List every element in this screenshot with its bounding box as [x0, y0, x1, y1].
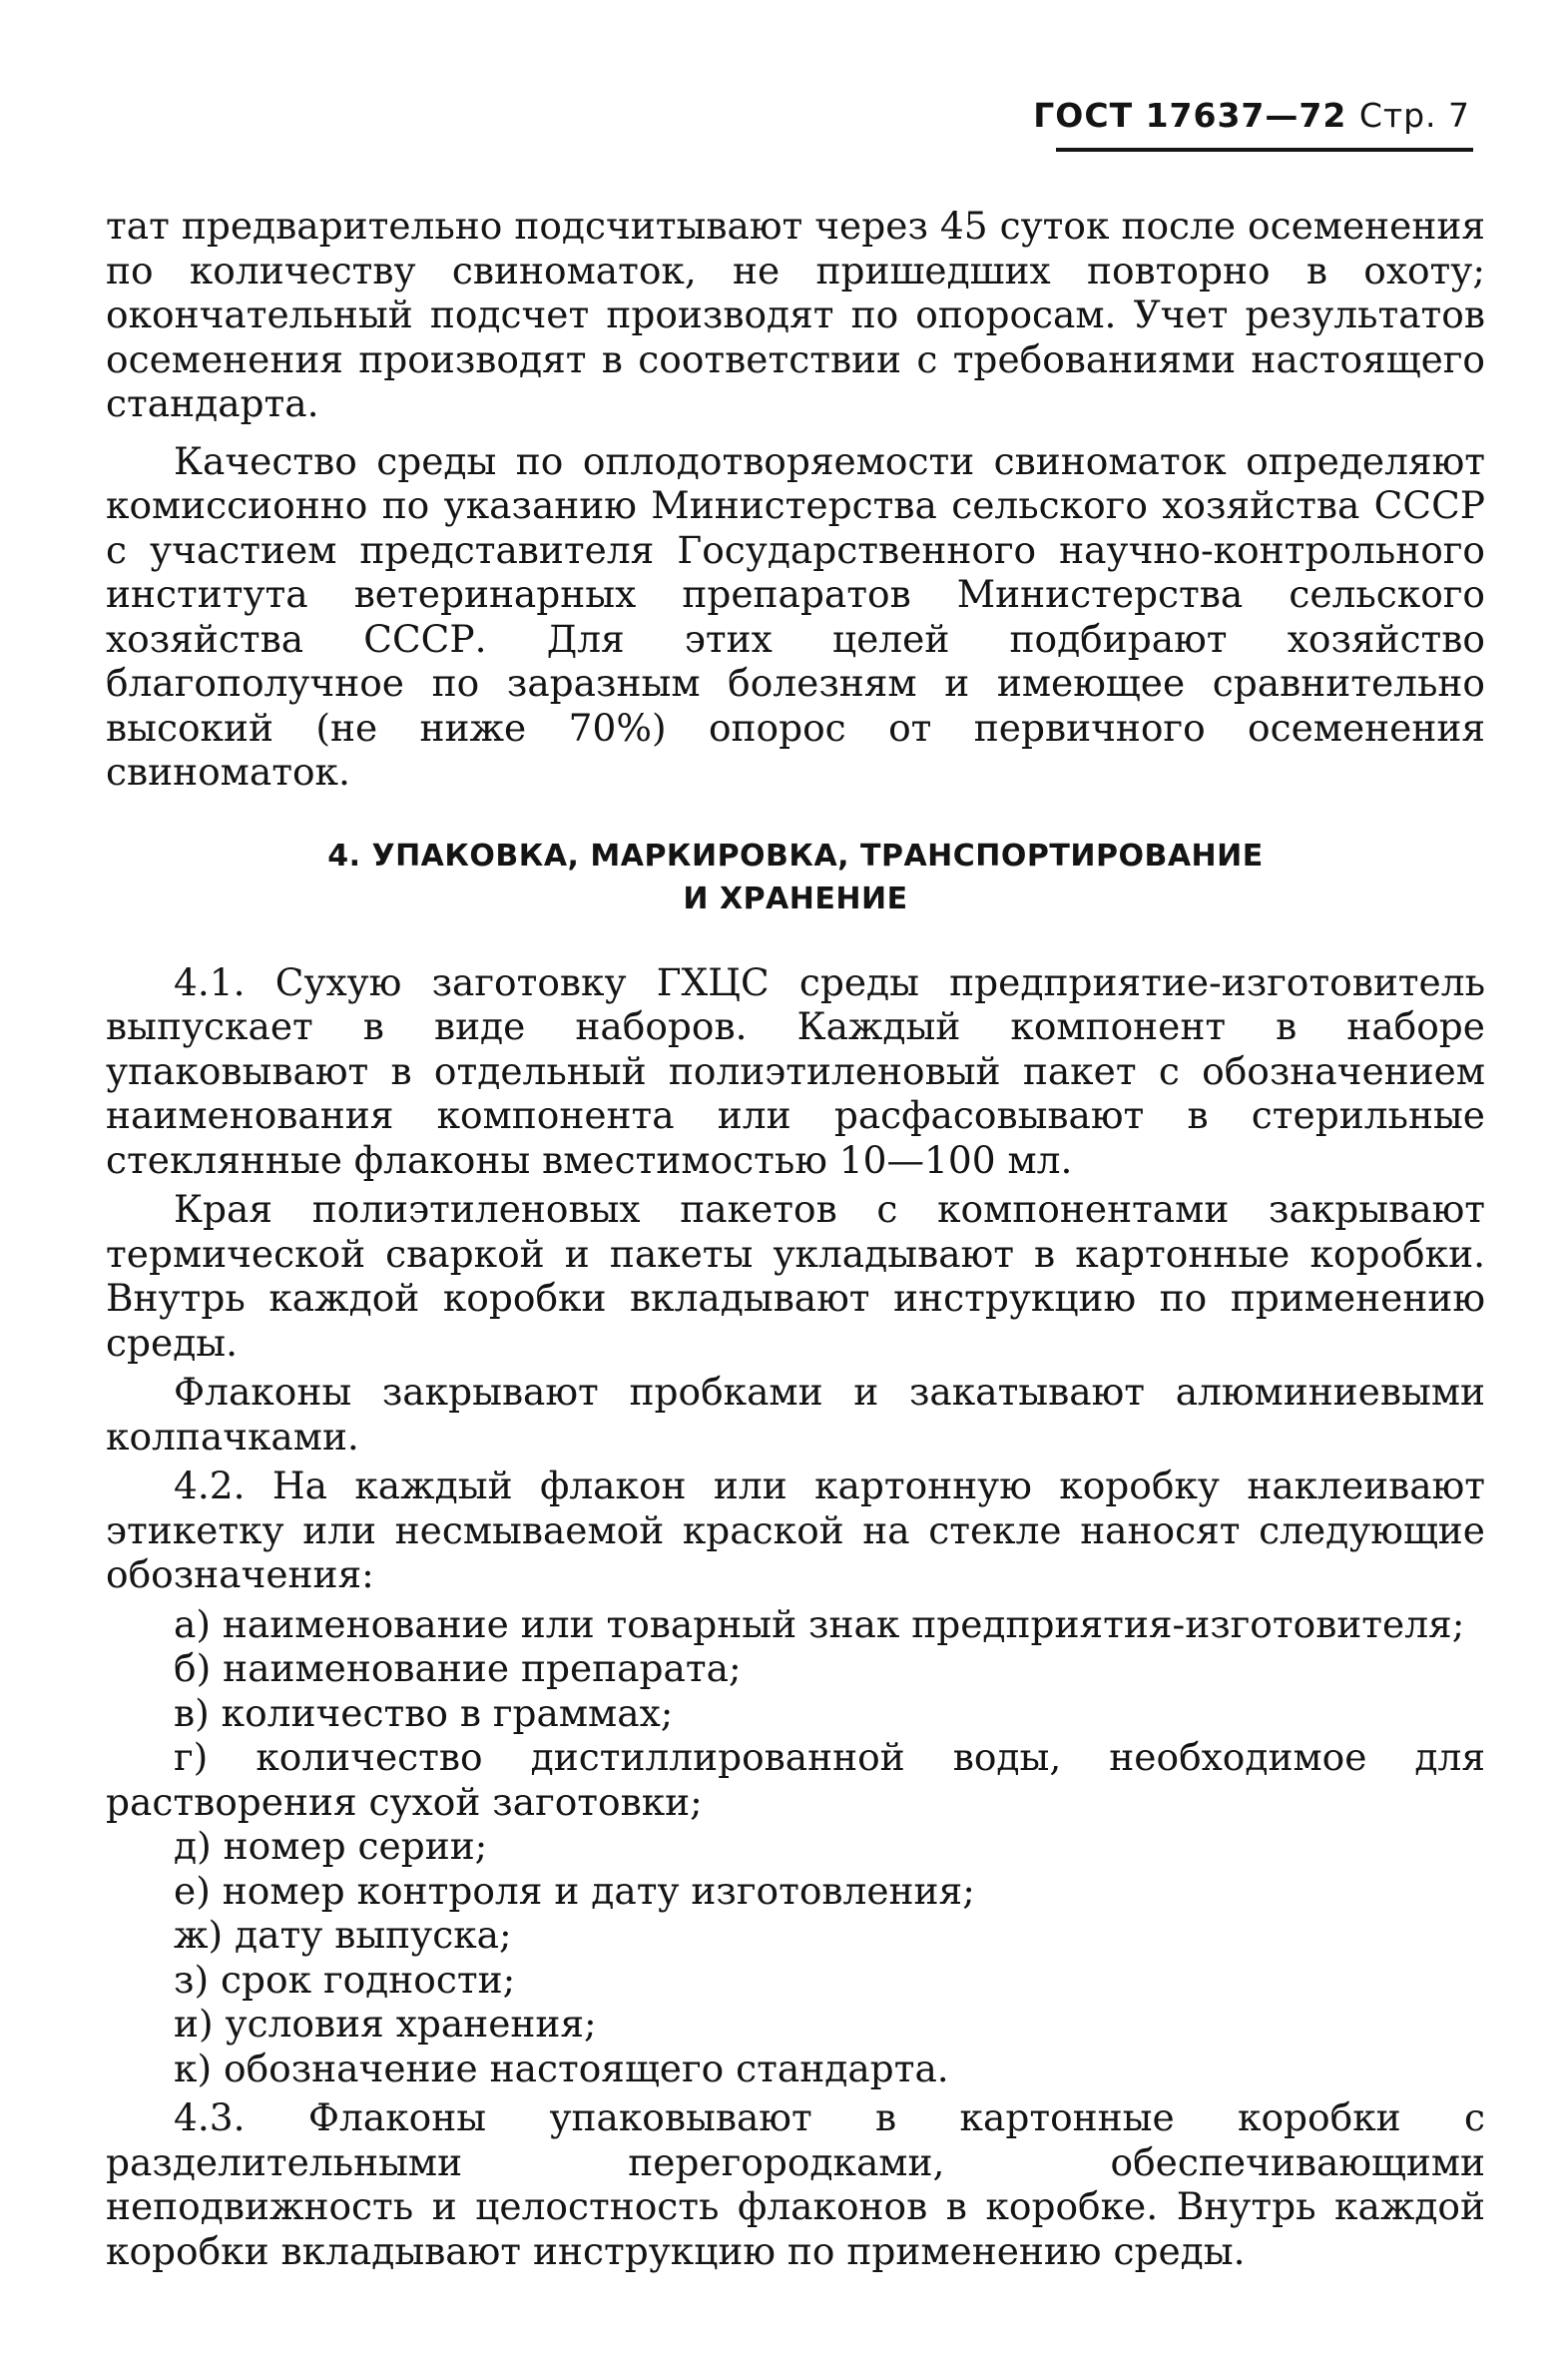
list-item: е) номер контроля и дату изготовления;	[174, 1868, 975, 1913]
paragraph-quality-commission: Качество среды по оплодотворяемости свиноматок определяют комиссионно по указанию Министерства сельского хозяйства СССР с участием представителя Государственного научно-контрольного института ветеринарных препаратов Министерства сельского хозяйства СССР. Для этих целей подбирают хозяйство благополучное по заразным болезням и имеющее сравнительно высокий (не ниже 70%) опорос от первичного осеменения свиноматок.	[106, 438, 1485, 794]
clause-4-3: 4.3. Флаконы упаковывают в картонные коробки с разделительными перегородками, обеспечивающими неподвижность и целостность флаконов в коробке. Внутрь каждой коробки вкладывают инструкцию по применению среды.	[106, 2095, 1485, 2273]
section-heading-line-2: И ХРАНЕНИЕ	[683, 881, 908, 916]
list-item: в) количество в граммах;	[174, 1690, 674, 1735]
marking-list	[106, 1602, 1485, 2091]
paragraph-continuation: тат предварительно подсчитывают через 45 суток после осеменения по количеству свиноматок, не пришедших повторно в охоту; окончательный подсчет производят по опоросам. Учет результатов осеменения производят в соответствии с требованиями настоящего стандарта.	[106, 204, 1485, 425]
list-item: и) условия хранения;	[174, 2002, 597, 2046]
clause-4-2: 4.2. На каждый флакон или картонную коробку наклеивают этикетку или несмываемой краской на стекле наносят следующие обозначения:	[106, 1464, 1485, 1596]
clause-4-1-bags: Края полиэтиленовых пакетов с компонентами закрывают термической сваркой и пакеты укладывают в картонные коробки. Внутрь каждой коробки вкладывают инструкцию по применению среды.	[106, 1187, 1485, 1365]
list-item: з) срок годности;	[174, 1957, 516, 2002]
clause-4-1-vials: Флаконы закрывают пробками и закатывают алюминиевыми колпачками.	[106, 1370, 1485, 1459]
section-heading-line-1: 4. УПАКОВКА, МАРКИРОВКА, ТРАНСПОРТИРОВАНИЕ	[327, 838, 1264, 874]
section-heading	[106, 835, 1485, 920]
document-body	[106, 204, 1485, 2278]
page-number: Стр. 7	[1358, 96, 1470, 135]
standard-code: ГОСТ 17637—72	[1033, 96, 1347, 135]
list-item: д) номер серии;	[174, 1824, 488, 1868]
list-item: г) количество дистиллированной воды, необходимое для растворения сухой заготовки;	[106, 1735, 1485, 1824]
list-item: а) наименование или товарный знак предприятия-изготовителя;	[174, 1601, 1465, 1646]
list-item: к) обозначение настоящего стандарта.	[174, 2046, 949, 2090]
list-item: б) наименование препарата;	[174, 1646, 742, 1690]
header-rule	[1056, 148, 1473, 152]
clause-4-1: 4.1. Сухую заготовку ГХЦС среды предприятие-изготовитель выпускает в виде наборов. Каждый компонент в наборе упаковывают в отдельный полиэтиленовый пакет с обозначением наименования компонента или расфасовывают в стерильные стеклянные флаконы вместимостью 10—100 мл.	[106, 959, 1485, 1182]
running-header	[1033, 96, 1470, 135]
list-item: ж) дату выпуска;	[174, 1913, 512, 1957]
